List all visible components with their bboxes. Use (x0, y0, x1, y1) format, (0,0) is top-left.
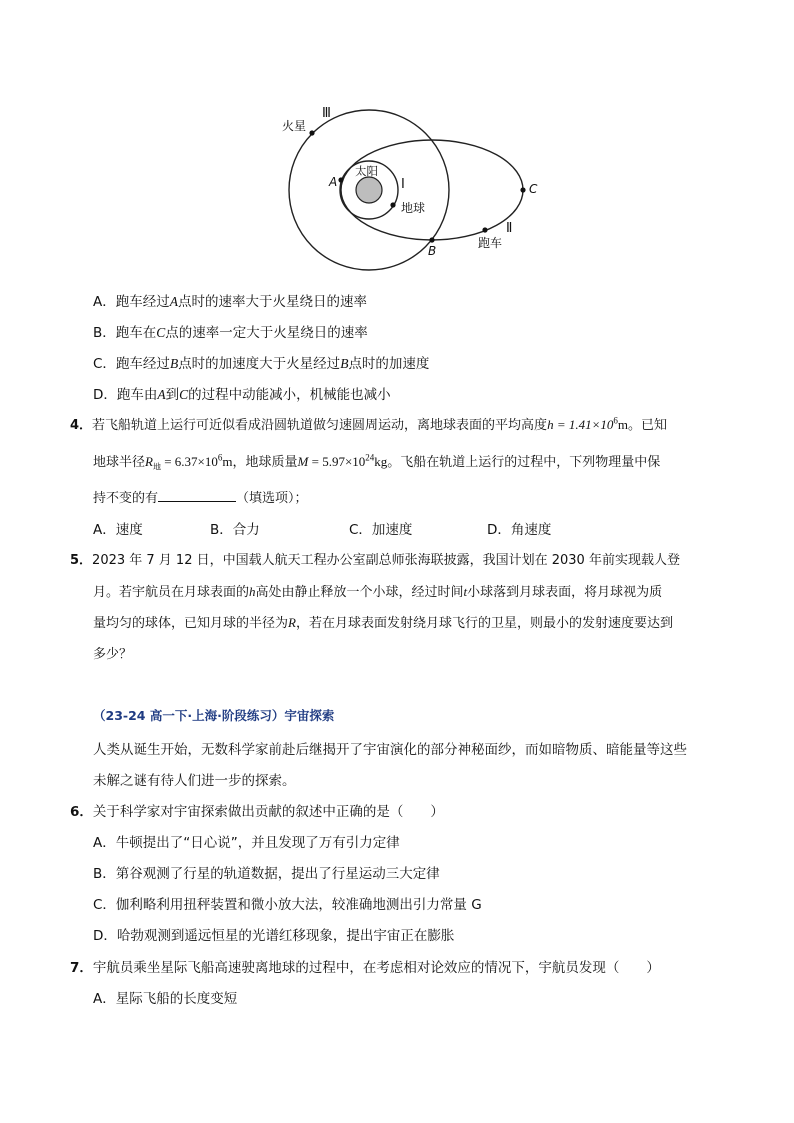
orbit-1-label: Ⅰ (401, 177, 405, 192)
point-b-label: B (428, 244, 437, 258)
q3-option-a (93, 290, 367, 310)
option-text: 跑车由 (116, 387, 158, 403)
q5-line-2 (93, 581, 662, 600)
option-key: D． (93, 387, 117, 403)
option-text: 跑车在 (115, 325, 157, 341)
earth-point (390, 202, 395, 207)
point-symbol: A (157, 387, 166, 402)
q6-option-d: D．哈勃观测到遥远恒星的光谱红移现象，提出宇宙正在膨胀 (93, 928, 455, 944)
height-exponent: 6 (613, 415, 618, 426)
radius-symbol: R (288, 615, 296, 630)
point-a-dot (338, 177, 343, 182)
orbit-3-label: Ⅲ (322, 106, 331, 121)
q4-line-1 (70, 414, 667, 433)
point-symbol: B (340, 356, 349, 371)
radius-exponent: 6 (217, 452, 223, 463)
q6-text: 关于科学家对宇宙探索做出贡献的叙述中正确的是（ ） (92, 804, 444, 820)
point-symbol: C (156, 325, 166, 340)
q3-option-b (93, 321, 368, 341)
car-label: 跑车 (478, 236, 503, 250)
height-expression: h = 1.41×10 (547, 417, 614, 432)
q5-line-4: 多少？ (93, 647, 133, 662)
q5-line-3 (93, 612, 673, 631)
option-key: B． (93, 325, 116, 341)
q5-text: 2023 年 7 月 12 日，中国载人航天工程办公室副总师张海联披露，我国计划在 2030 年前实现载人登 (92, 553, 680, 568)
mars-point (309, 130, 314, 135)
q4-text: ，地球质量 (232, 455, 298, 470)
q4-line-2 (93, 451, 660, 473)
option-text: 点时的速率大于火星绕日的速率 (178, 294, 367, 310)
radius-value: = 6.37×10 (160, 454, 218, 469)
option-text: 点时的加速度 (348, 356, 430, 372)
height-unit: m (617, 417, 628, 432)
point-symbol: A (169, 294, 178, 309)
q6-option-a: A．牛顿提出了“日心说”，并且发现了万有引力定律 (93, 835, 400, 851)
q5-text: 月。若宇航员在月球表面的 (93, 585, 250, 600)
q7-stem (70, 956, 660, 976)
option-key: A． (93, 294, 116, 310)
car-point (482, 227, 487, 232)
point-c-dot (520, 187, 525, 192)
radius-symbol: R (145, 454, 153, 469)
height-symbol: h (249, 584, 256, 599)
point-a-label: A (329, 175, 338, 189)
q6-option-c: C．伽利略利用扭秤装置和微小放大法，较准确地测出引力常量 G (93, 897, 482, 913)
point-b-dot (429, 237, 434, 242)
answer-blank[interactable] (158, 489, 236, 502)
option-text: 跑车经过 (115, 356, 170, 372)
point-c-label: C (529, 182, 538, 196)
section-intro-line-1: 人类从诞生开始，无数科学家前赴后继揭开了宇宙演化的部分神秘面纱，而如暗物质、暗能量等这些 (93, 742, 687, 758)
question-number: 5． (70, 553, 93, 568)
q4-text: 持不变的有 (93, 491, 159, 506)
q4-text: 。飞船在轨道上运行的过程中，下列物理量中保 (387, 455, 661, 470)
question-number: 7． (70, 960, 93, 976)
q5-text: 小球落到月球表面，将月球视为质 (467, 585, 663, 600)
q4-option-d: D．角速度 (487, 522, 552, 538)
q4-text: 地球半径 (93, 455, 146, 470)
q4-option-c: C．加速度 (349, 522, 413, 538)
option-text: 跑车经过 (115, 294, 170, 310)
option-key: C． (93, 356, 116, 372)
q4-option-b: B．合力 (210, 522, 260, 538)
question-number: 4． (70, 418, 93, 433)
sun-circle (356, 177, 382, 203)
q3-option-c (93, 352, 429, 372)
q4-text-end: 。已知 (627, 418, 667, 433)
time-symbol: t (463, 584, 468, 599)
point-symbol: C (179, 387, 189, 402)
q7-option-a: A．星际飞船的长度变短 (93, 991, 238, 1007)
q5-line-1 (70, 549, 680, 568)
q5-text: ，若在月球表面发射绕月球飞行的卫星，则最小的发射速度要达到 (295, 616, 673, 631)
q4-option-a: A．速度 (93, 522, 143, 538)
option-text: 点时的加速度大于火星经过 (178, 356, 341, 372)
radius-subscript: 地 (152, 462, 161, 472)
mass-unit: kg (374, 454, 388, 469)
q4-line-3 (93, 487, 308, 506)
q3-option-d (93, 383, 391, 403)
mass-exponent: 24 (365, 452, 375, 463)
q6-stem (70, 800, 444, 820)
mass-value: = 5.97×10 (308, 454, 366, 469)
earth-label: 地球 (401, 201, 426, 215)
q5-text: 高处由静止释放一个小球，经过时间 (255, 585, 464, 600)
point-symbol: B (169, 356, 179, 371)
orbit-diagram (270, 96, 560, 276)
sun-label: 太阳 (355, 164, 378, 178)
q7-text: 宇航员乘坐星际飞船高速驶离地球的过程中，在考虑相对论效应的情况下，宇航员发现（ ） (92, 960, 660, 976)
section-intro-line-2: 未解之谜有待人们进一步的探索。 (93, 773, 296, 789)
q5-text: 量均匀的球体，已知月球的半径为 (93, 616, 289, 631)
q6-option-b: B．第谷观测了行星的轨道数据，提出了行星运动三大定律 (93, 866, 440, 882)
q4-text: （填选项）； (236, 491, 308, 506)
orbit-2-label: Ⅱ (506, 221, 513, 236)
q4-text: 若飞船轨道上运行可近似看成沿圆轨道做匀速圆周运动，离地球表面的平均高度 (92, 418, 548, 433)
mass-symbol: M (297, 454, 309, 469)
question-number: 6． (70, 804, 93, 820)
option-text: 点的速率一定大于火星绕日的速率 (165, 325, 368, 341)
mars-label: 火星 (282, 119, 307, 133)
option-text: 到 (165, 387, 180, 403)
option-text: 的过程中动能减小，机械能也减小 (188, 387, 391, 403)
radius-unit: m (222, 454, 233, 469)
section-title: （23-24 高一下·上海·阶段练习）宇宙探索 (93, 708, 335, 723)
